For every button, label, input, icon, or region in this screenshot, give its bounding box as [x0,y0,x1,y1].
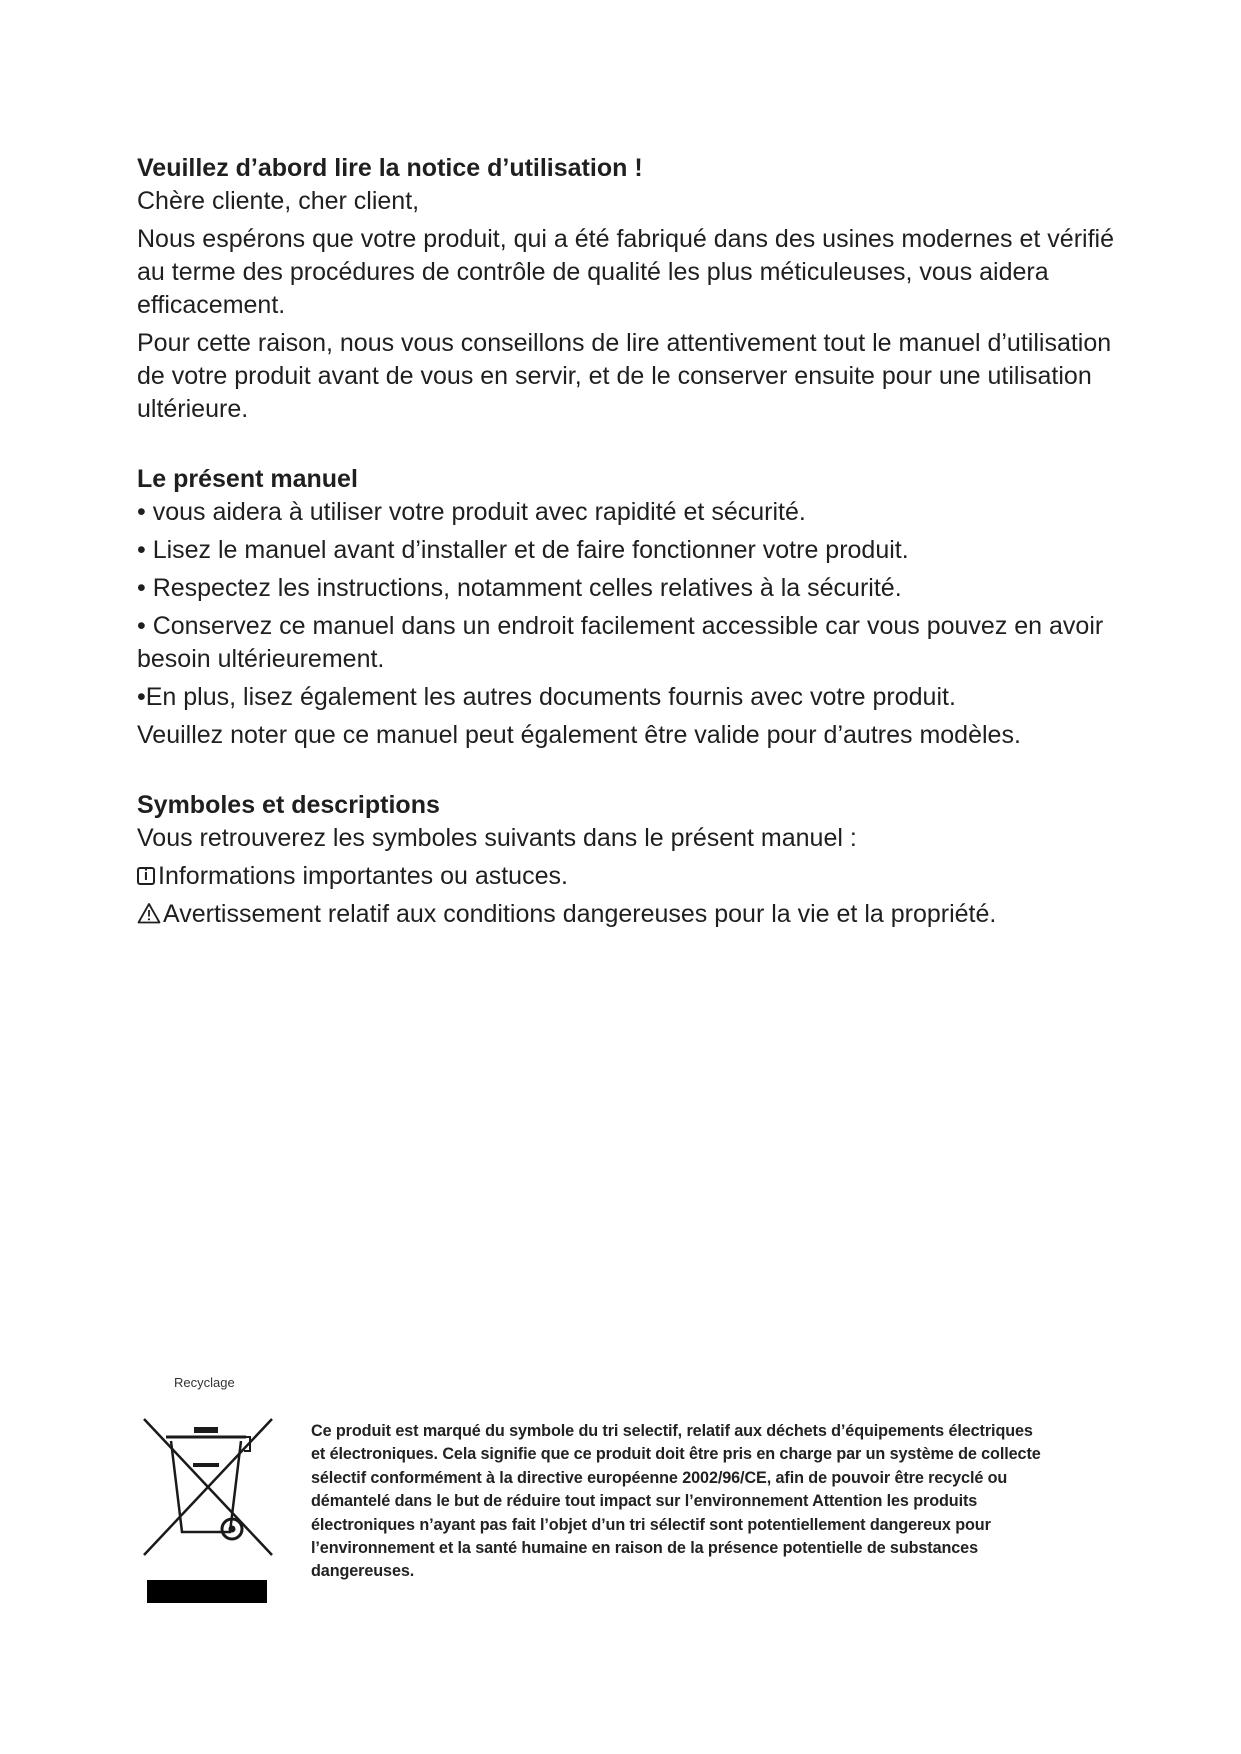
manual-note: Veuillez noter que ce manuel peut également être valide pour d’autres modèles. [137,721,1021,749]
manual-bullet-2: • Lisez le manuel avant d’installer et de faire fonctionner votre produit. [137,536,909,564]
symbol-info-text: Informations importantes ou astuces. [158,862,568,890]
intro-paragraph-1: Nous espérons que votre produit, qui a été fabriqué dans des usines modernes et vérifié au terme des procédures de contrôle de qualité les plus méticuleuses, vous aidera efficacement. [137,225,1114,319]
symbol-warning-text: Avertissement relatif aux conditions dangereuses pour la vie et la propriété. [163,900,997,928]
manual-bullet-1: • vous aidera à utiliser votre produit avec rapidité et sécurité. [137,498,806,526]
main-content [137,152,1117,931]
recycling-title: Recyclage [174,1375,235,1390]
intro-paragraph-2: Pour cette raison, nous vous conseillons de lire attentivement tout le manuel d’utilisation de votre produit avant de vous en servir, et de le conserver ensuite pour une utilisation ultérieure. [137,329,1112,423]
manual-heading: Le présent manuel [137,465,358,493]
symbols-heading: Symboles et descriptions [137,791,440,819]
recycling-text: Ce produit est marqué du symbole du tri selectif, relatif aux déchets d’équipements électriques et électroniques. Cela signifie que ce produit doit être pris en charge par un système de collecte sélectif conformément à la directive européenne 2002/96/CE, afin de pouvoir être recyclé ou démantelé dans le but de réduire tout impact sur l’environnement Attention les produits électroniques n’ayant pas fait l’objet d’un tri sélectif sont potentiellement dangereux pour l’environnement et la santé humaine en raison de la présence potentielle de substances dangereuses. [311,1422,1041,1581]
intro-heading: Veuillez d’abord lire la notice d’utilisation ! [137,154,643,182]
manual-bullet-3: • Respectez les instructions, notamment celles relatives à la sécurité. [137,574,902,602]
recycling-black-bar [147,1580,267,1603]
symbols-section [137,789,1117,931]
symbols-intro: Vous retrouverez les symboles suivants dans le présent manuel : [137,824,857,852]
warning-triangle-icon [137,902,161,924]
crossed-bin-icon [138,1397,278,1557]
manual-bullet-4: • Conservez ce manuel dans un endroit facilement accessible car vous pouvez en avoir besoin ultérieurement. [137,612,1104,673]
manual-section [137,463,1117,752]
symbol-info-line [137,860,1117,893]
greeting: Chère cliente, cher client, [137,187,420,215]
symbol-warning-line [137,898,1117,931]
info-box-icon [137,867,155,885]
manual-bullet-5: •En plus, lisez également les autres documents fournis avec votre produit. [137,683,956,711]
